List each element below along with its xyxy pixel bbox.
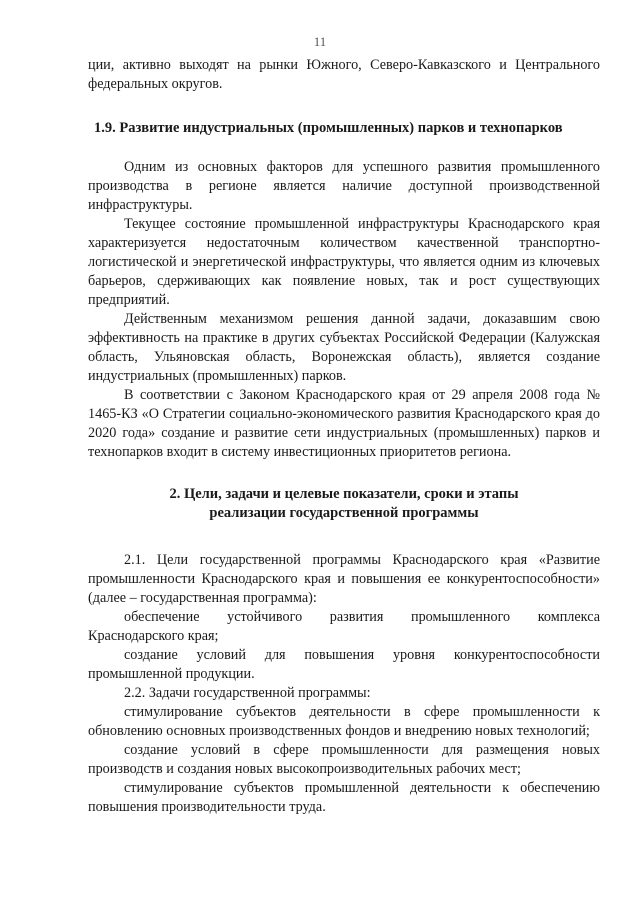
section-2-paragraph: создание условий в сфере промышленности для размещения новых производств и создания новых высокопроизводительных рабочих мест; — [88, 742, 600, 777]
document-body — [88, 56, 600, 817]
section-2-paragraph: 2.2. Задачи государственной программы: — [124, 685, 371, 701]
page-number: 11 — [313, 34, 327, 49]
section-2-paragraph: стимулирование субъектов деятельности в сфере промышленности к обновлению основных производственных фондов и внедрению новых технологий; — [88, 704, 600, 739]
section-1-9-paragraph: Текущее состояние промышленной инфраструктуры Краснодарского края характеризуется недостаточным количеством качественной транспортно-логистической и энергетической инфраструктуры, что является одним из ключевых барьеров, сдерживающих как появление новых, так и рост существующих предприятий. — [88, 216, 600, 308]
section-2-heading — [88, 485, 600, 523]
section-2-heading-line-2: реализации государственной программы — [209, 505, 479, 521]
section-2-paragraph: обеспечение устойчивого развития промышленного комплекса Краснодарского края; — [88, 609, 600, 644]
section-1-9-heading: 1.9. Развитие индустриальных (промышленных) парков и технопарков — [94, 120, 563, 136]
section-2-paragraph: создание условий для повышения уровня конкурентоспособности промышленной продукции. — [88, 647, 600, 682]
section-1-9-paragraph: В соответствии с Законом Краснодарского края от 29 апреля 2008 года № 1465-КЗ «О Стратегии социально-экономического развития Краснодарского края до 2020 года» создание и развитие сети индустриальных (промышленных) парков и технопарков входит в систему инвестиционных приоритетов региона. — [88, 387, 600, 460]
section-1-9-paragraph: Действенным механизмом решения данной задачи, доказавшим свою эффективность на практике в других субъектах Российской Федерации (Калужская область, Ульяновская область, Воронежская область), является создание индустриальных (промышленных) парков. — [88, 311, 600, 384]
intro-continuation: ции, активно выходят на рынки Южного, Северо-Кавказского и Центрального федеральных округов. — [88, 57, 600, 92]
section-2-paragraph: 2.1. Цели государственной программы Краснодарского края «Развитие промышленности Краснодарского края и повышения ее конкурентоспособности» (далее – государственная программа): — [88, 552, 600, 606]
section-2-heading-line-1: 2. Цели, задачи и целевые показатели, сроки и этапы — [169, 486, 519, 502]
section-2-paragraph: стимулирование субъектов промышленной деятельности к обеспечению повышения производительности труда. — [88, 780, 600, 815]
section-1-9-paragraph: Одним из основных факторов для успешного развития промышленного производства в регионе является наличие доступной производственной инфраструктуры. — [88, 159, 600, 213]
